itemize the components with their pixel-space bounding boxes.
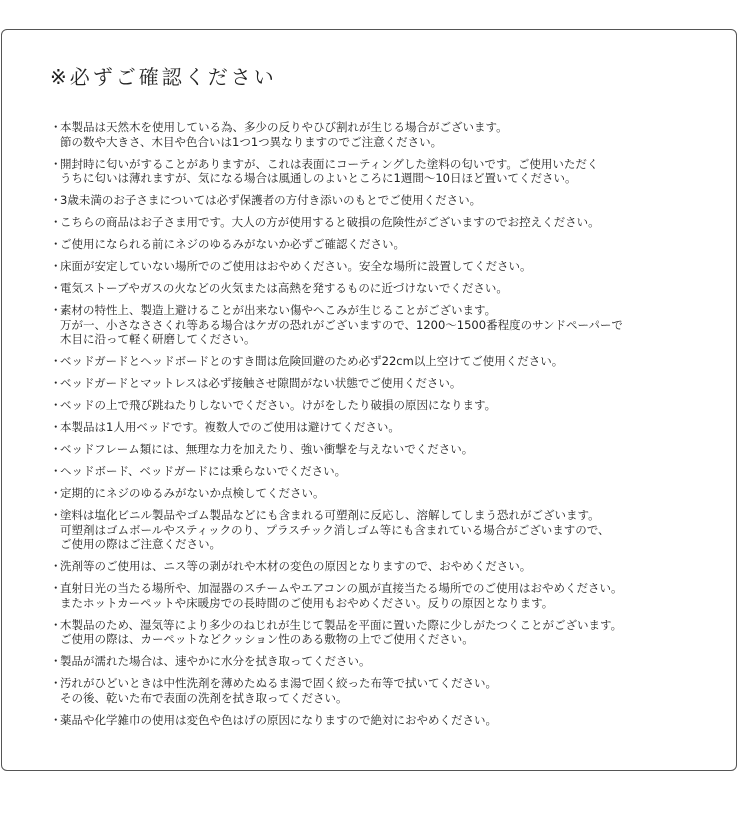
notice-item bbox=[50, 676, 730, 705]
notice-item-line: ベッドガードとヘッドボードとのすき間は危険回避のため必ず22cm以上空けてご使用ください。 bbox=[60, 354, 564, 368]
bullet-mark: ・ bbox=[50, 376, 62, 390]
notice-item bbox=[50, 354, 730, 369]
notice-item-line: ヘッドボード、ベッドガードには乗らないでください。 bbox=[60, 464, 347, 478]
notice-item-line: ご使用になられる前にネジのゆるみがないか必ずご確認ください。 bbox=[60, 237, 405, 251]
notice-item bbox=[50, 281, 730, 296]
notice-item bbox=[50, 120, 730, 149]
notice-item-line: ご使用の際はご注意ください。 bbox=[60, 537, 221, 551]
bullet-mark: ・ bbox=[50, 617, 62, 632]
notice-item-line: 可塑剤はゴムボールやスティックのり、プラスチック消しゴム等にも含まれている場合がございますので、 bbox=[60, 522, 610, 537]
notice-item-line: 節の数や大きさ、木目や色合いは1つ1つ異なりますのでご注意ください。 bbox=[60, 134, 443, 149]
notice-item-line: 床面が安定していない場所でのご使用はおやめください。安全な場所に設置してください。 bbox=[60, 259, 532, 273]
notice-item bbox=[50, 157, 730, 186]
bullet-mark: ・ bbox=[50, 237, 62, 251]
notice-item-line: ご使用の際は、カーペットなどクッション性のある敷物の上でご使用ください。 bbox=[60, 632, 474, 646]
notice-item bbox=[50, 420, 730, 435]
bullet-mark: ・ bbox=[50, 654, 62, 668]
notice-item bbox=[50, 442, 730, 457]
notice-item bbox=[50, 193, 730, 208]
notice-item-line: その後、乾いた布で表面の洗剤を拭き取ってください。 bbox=[60, 690, 348, 705]
bullet-mark: ・ bbox=[50, 156, 62, 171]
notice-item bbox=[50, 508, 730, 552]
notice-item bbox=[50, 464, 730, 479]
bullet-mark: ・ bbox=[50, 354, 62, 368]
notice-item bbox=[50, 559, 730, 574]
bullet-mark: ・ bbox=[50, 193, 62, 207]
notice-item-line: 直射日光の当たる場所や、加湿器のスチームやエアコンの風が直接当たる場所でのご使用はおやめください。 bbox=[60, 581, 623, 595]
bullet-mark: ・ bbox=[50, 281, 62, 295]
notice-item-line: 本製品は天然木を使用している為、多少の反りやひび割れが生じる場合がございます。 bbox=[60, 120, 508, 134]
bullet-mark: ・ bbox=[50, 442, 62, 456]
bullet-mark: ・ bbox=[50, 559, 62, 573]
notice-item-line: 薬品や化学雑巾の使用は変色や色はげの原因になりますので絶対におやめください。 bbox=[60, 712, 497, 727]
notice-item-line: 素材の特性上、製造上避けることが出来ない傷やへこみが生じることがございます。 bbox=[60, 303, 497, 317]
notice-item-line: うちに匂いは薄れますが、気になる場合は風通しのよいところに1週間〜10日ほど置いてください。 bbox=[60, 171, 577, 185]
notice-item bbox=[50, 215, 730, 230]
notice-item bbox=[50, 618, 730, 647]
notice-title: ※必ずご確認ください bbox=[50, 65, 277, 89]
bullet-mark: ・ bbox=[50, 712, 62, 727]
bullet-mark: ・ bbox=[50, 303, 62, 317]
notice-item bbox=[50, 398, 730, 413]
notice-item-line: 万が一、小さなささくれ等ある場合はケガの恐れがございますので、1200〜1500番程度のサンドペーパーで bbox=[60, 317, 623, 332]
bullet-mark: ・ bbox=[50, 398, 62, 412]
bullet-mark: ・ bbox=[50, 581, 62, 595]
notice-item-line: こちらの商品はお子さま用です。大人の方が使用すると破損の危険性がございますのでお控えください。 bbox=[60, 215, 600, 229]
notice-item bbox=[50, 581, 730, 610]
notice-item-line: ベッドフレーム類には、無理な力を加えたり、強い衝撃を与えないでください。 bbox=[60, 442, 474, 456]
notice-item-line: 洗剤等のご使用は、ニス等の剥がれや木材の変色の原因となりますので、おやめください。 bbox=[60, 559, 532, 573]
notice-item-line: 木製品のため、湿気等により多少のねじれが生じて製品を平面に置いた際に少しがたつくことがございます。 bbox=[60, 617, 623, 632]
notice-item bbox=[50, 713, 730, 728]
notice-item-line: 3歳未満のお子さまについては必ず保護者の方付き添いのもとでご使用ください。 bbox=[60, 193, 482, 207]
bullet-mark: ・ bbox=[50, 215, 62, 229]
notice-list bbox=[50, 120, 730, 735]
bullet-mark: ・ bbox=[50, 508, 62, 522]
notice-item-line: 製品が濡れた場合は、速やかに水分を拭き取ってください。 bbox=[60, 654, 371, 668]
notice-item bbox=[50, 259, 730, 274]
bullet-mark: ・ bbox=[50, 676, 62, 690]
bullet-mark: ・ bbox=[50, 464, 62, 478]
notice-item-line: またホットカーペットや床暖房での長時間のご使用もおやめください。反りの原因となります。 bbox=[60, 595, 554, 610]
notice-item-line: ベッドガードとマットレスは必ず接触させ隙間がない状態でご使用ください。 bbox=[60, 376, 462, 390]
notice-item-line: 木目に沿って軽く研磨してください。 bbox=[60, 332, 256, 346]
notice-item bbox=[50, 303, 730, 347]
notice-item-line: 塗料は塩化ビニル製品やゴム製品などにも含まれる可塑剤に反応し、溶解してしまう恐れがございます。 bbox=[60, 508, 600, 522]
notice-item-line: 電気ストーブやガスの火などの火気または高熱を発するものに近づけないでください。 bbox=[60, 281, 508, 295]
notice-item-line: 定期的にネジのゆるみがないか点検してください。 bbox=[60, 486, 325, 500]
notice-item bbox=[50, 237, 730, 252]
bullet-mark: ・ bbox=[50, 120, 62, 134]
notice-item bbox=[50, 486, 730, 501]
notice-item-line: 汚れがひどいときは中性洗剤を薄めたぬるま湯で固く絞った布等で拭いてください。 bbox=[60, 676, 497, 690]
bullet-mark: ・ bbox=[50, 486, 62, 500]
bullet-mark: ・ bbox=[50, 259, 62, 273]
bullet-mark: ・ bbox=[50, 420, 62, 434]
notice-item-line: 本製品は1人用ベッドです。複数人でのご使用は避けてください。 bbox=[60, 420, 400, 434]
notice-item bbox=[50, 654, 730, 669]
notice-item-line: 開封時に匂いがすることがありますが、これは表面にコーティングした塗料の匂いです。ご使用いただく bbox=[60, 156, 599, 171]
notice-item bbox=[50, 376, 730, 391]
notice-item-line: ベッドの上で飛び跳ねたりしないでください。けがをしたり破損の原因になります。 bbox=[60, 398, 497, 412]
